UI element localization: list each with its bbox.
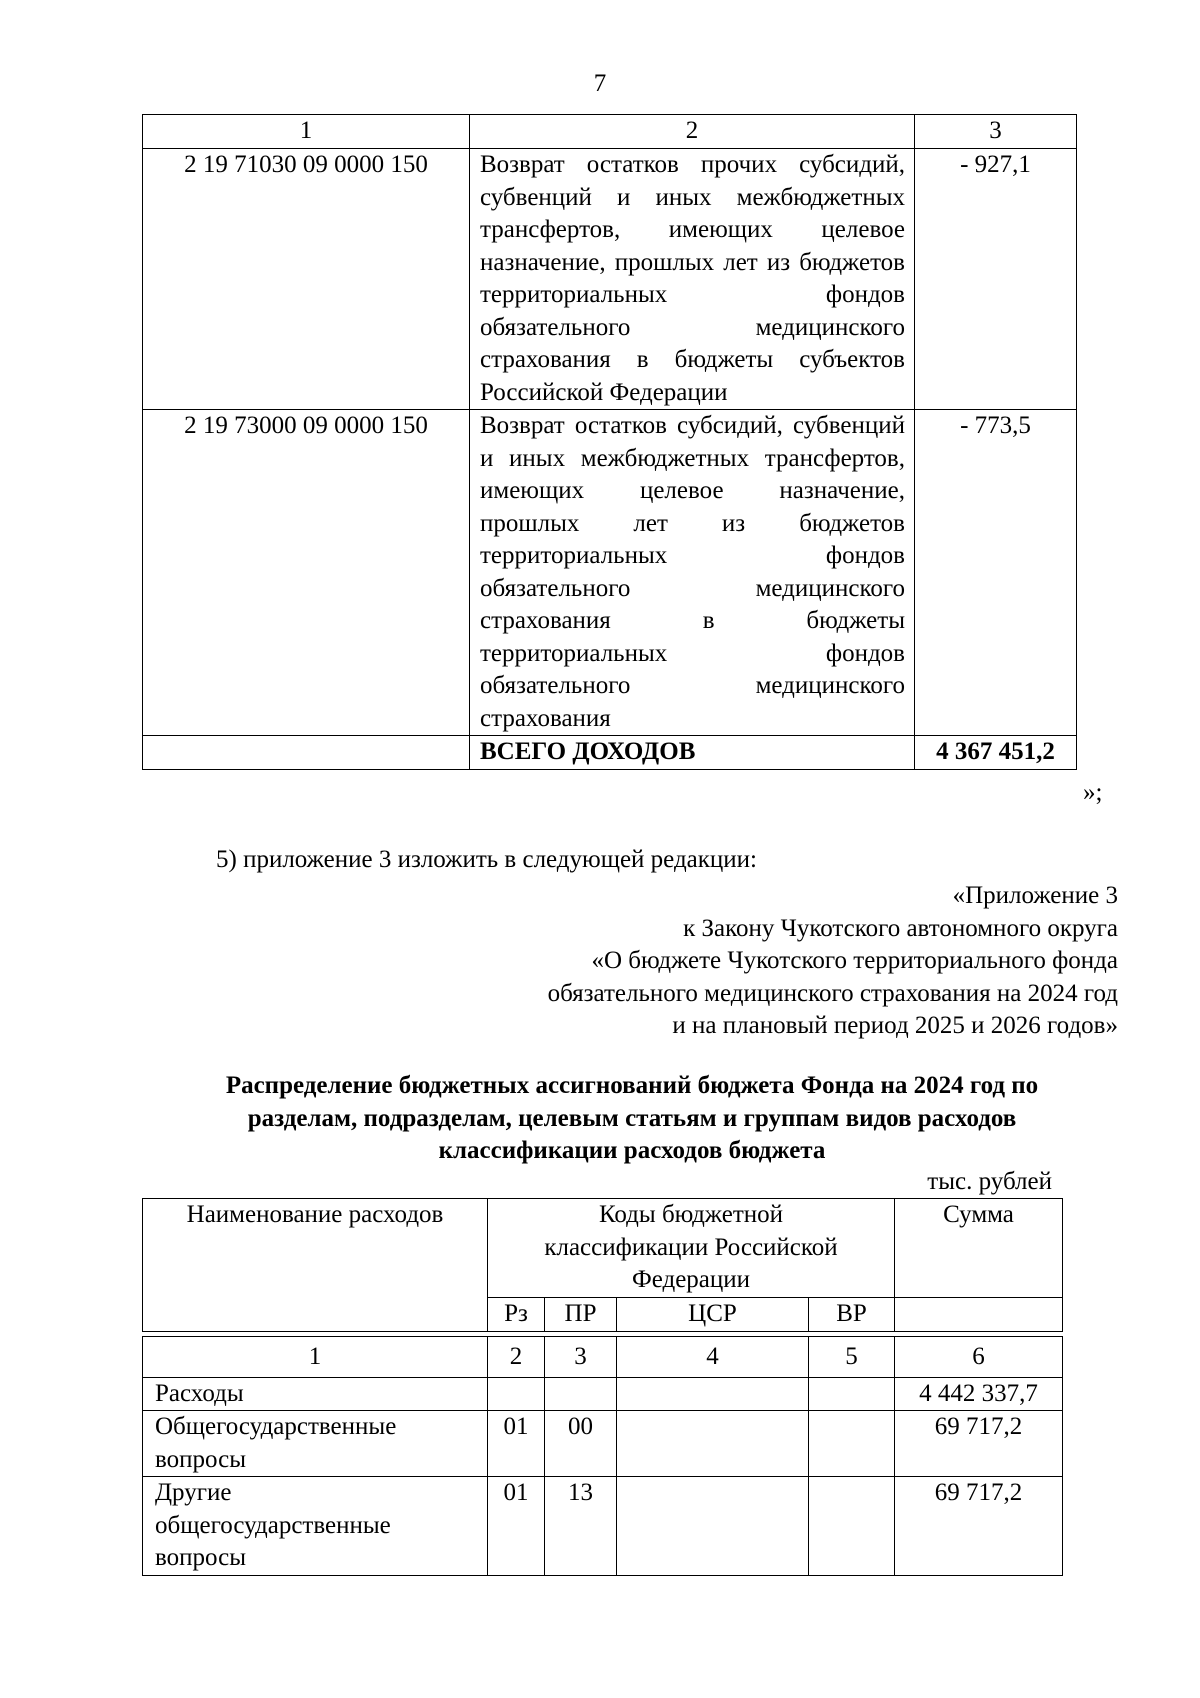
expense-csr <box>617 1411 809 1477</box>
income-total-row <box>143 736 1077 770</box>
units-label: тыс. рублей <box>927 1168 1052 1195</box>
expense-rz <box>488 1377 545 1411</box>
income-table-container <box>142 114 1077 770</box>
table-row <box>143 410 1077 736</box>
appendix-caption-line: «Приложение 3 <box>952 882 1118 909</box>
income-amount: - 773,5 <box>915 410 1077 736</box>
expense-colnum: 6 <box>895 1336 1063 1377</box>
income-total-empty-cell <box>143 736 470 770</box>
expense-subheader-pr: ПР <box>545 1297 617 1331</box>
expense-header-name: Наименование расходов <box>143 1199 488 1332</box>
income-code: 2 19 73000 09 0000 150 <box>143 410 470 736</box>
expense-colnum: 2 <box>488 1336 545 1377</box>
section-title <box>142 1070 1122 1168</box>
expense-pr: 00 <box>545 1411 617 1477</box>
expense-colnum: 4 <box>617 1336 809 1377</box>
expense-header-row <box>143 1199 1063 1298</box>
income-header-col-3: 3 <box>915 115 1077 149</box>
amendment-paragraph: 5) приложение 3 изложить в следующей редакции: <box>216 846 757 873</box>
expense-header-sum: Сумма <box>895 1199 1063 1298</box>
expense-vr <box>809 1477 895 1576</box>
expense-colnum: 5 <box>809 1336 895 1377</box>
expense-pr: 13 <box>545 1477 617 1576</box>
expense-sum: 69 717,2 <box>895 1411 1063 1477</box>
expense-colnum: 1 <box>143 1336 488 1377</box>
expense-subheader-rz: Рз <box>488 1297 545 1331</box>
expense-subheader-vr: ВР <box>809 1297 895 1331</box>
expense-name: Общегосударственные вопросы <box>143 1411 488 1477</box>
expense-csr <box>617 1477 809 1576</box>
appendix-caption-line: к Закону Чукотского автономного округа <box>683 914 1118 942</box>
income-header-col-1: 1 <box>143 115 470 149</box>
expense-subheader-csr: ЦСР <box>617 1297 809 1331</box>
table-row <box>143 1377 1063 1411</box>
expense-vr <box>809 1377 895 1411</box>
income-table-header <box>143 115 1077 149</box>
table-row <box>143 1411 1063 1477</box>
section-title-line: классификации расходов бюджета <box>438 1137 826 1164</box>
expense-column-numbers <box>143 1336 1063 1377</box>
expense-name: Другие общегосударственные вопросы <box>143 1477 488 1576</box>
appendix-caption-line: и на плановый период 2025 и 2026 годов» <box>672 1012 1118 1039</box>
expense-rz: 01 <box>488 1411 545 1477</box>
expense-table <box>142 1198 1063 1576</box>
appendix-caption <box>548 880 1118 1043</box>
expense-pr <box>545 1377 617 1411</box>
appendix-caption-line: обязательного медицинского страхования на 2024 год <box>547 979 1118 1007</box>
expense-sum: 69 717,2 <box>895 1477 1063 1576</box>
income-description: Возврат остатков прочих субсидий, субвенций и иных межбюджетных трансфертов, имеющих целевое назначение, прошлых лет из бюджетов территориальных фондов обязательного медицинского страхования в бюджеты субъектов Российской Федерации <box>470 149 915 410</box>
section-title-line: Распределение бюджетных ассигнований бюджета Фонда на 2024 год по <box>225 1072 1039 1099</box>
income-total-amount: 4 367 451,2 <box>915 736 1077 770</box>
section-title-line: разделам, подразделам, целевым статьям и группам видов расходов <box>247 1104 1017 1132</box>
income-amount: - 927,1 <box>915 149 1077 410</box>
income-code: 2 19 71030 09 0000 150 <box>143 149 470 410</box>
expense-rz: 01 <box>488 1477 545 1576</box>
closing-quote-mark: »; <box>1083 779 1103 806</box>
appendix-caption-line: «О бюджете Чукотского территориального фонда <box>591 947 1118 974</box>
expense-csr <box>617 1377 809 1411</box>
expense-vr <box>809 1411 895 1477</box>
income-total-label: ВСЕГО ДОХОДОВ <box>470 736 915 770</box>
income-header-col-2: 2 <box>470 115 915 149</box>
expense-table-container <box>142 1198 1063 1576</box>
income-description: Возврат остатков субсидий, субвенций и иных межбюджетных трансфертов, имеющих целевое назначение, прошлых лет из бюджетов территориальных фондов обязательного медицинского страхования в бюджеты территориальных фондов обязательного медицинского страхования <box>470 410 915 736</box>
expense-sum: 4 442 337,7 <box>895 1377 1063 1411</box>
expense-colnum: 3 <box>545 1336 617 1377</box>
income-table <box>142 114 1077 770</box>
table-row <box>143 1477 1063 1576</box>
expense-name: Расходы <box>143 1377 488 1411</box>
expense-header-codes: Коды бюджетной классификации Российской Федерации <box>488 1199 895 1298</box>
expense-subheader-sum-empty <box>895 1297 1063 1331</box>
page-number: 7 <box>593 70 607 97</box>
table-row <box>143 149 1077 410</box>
